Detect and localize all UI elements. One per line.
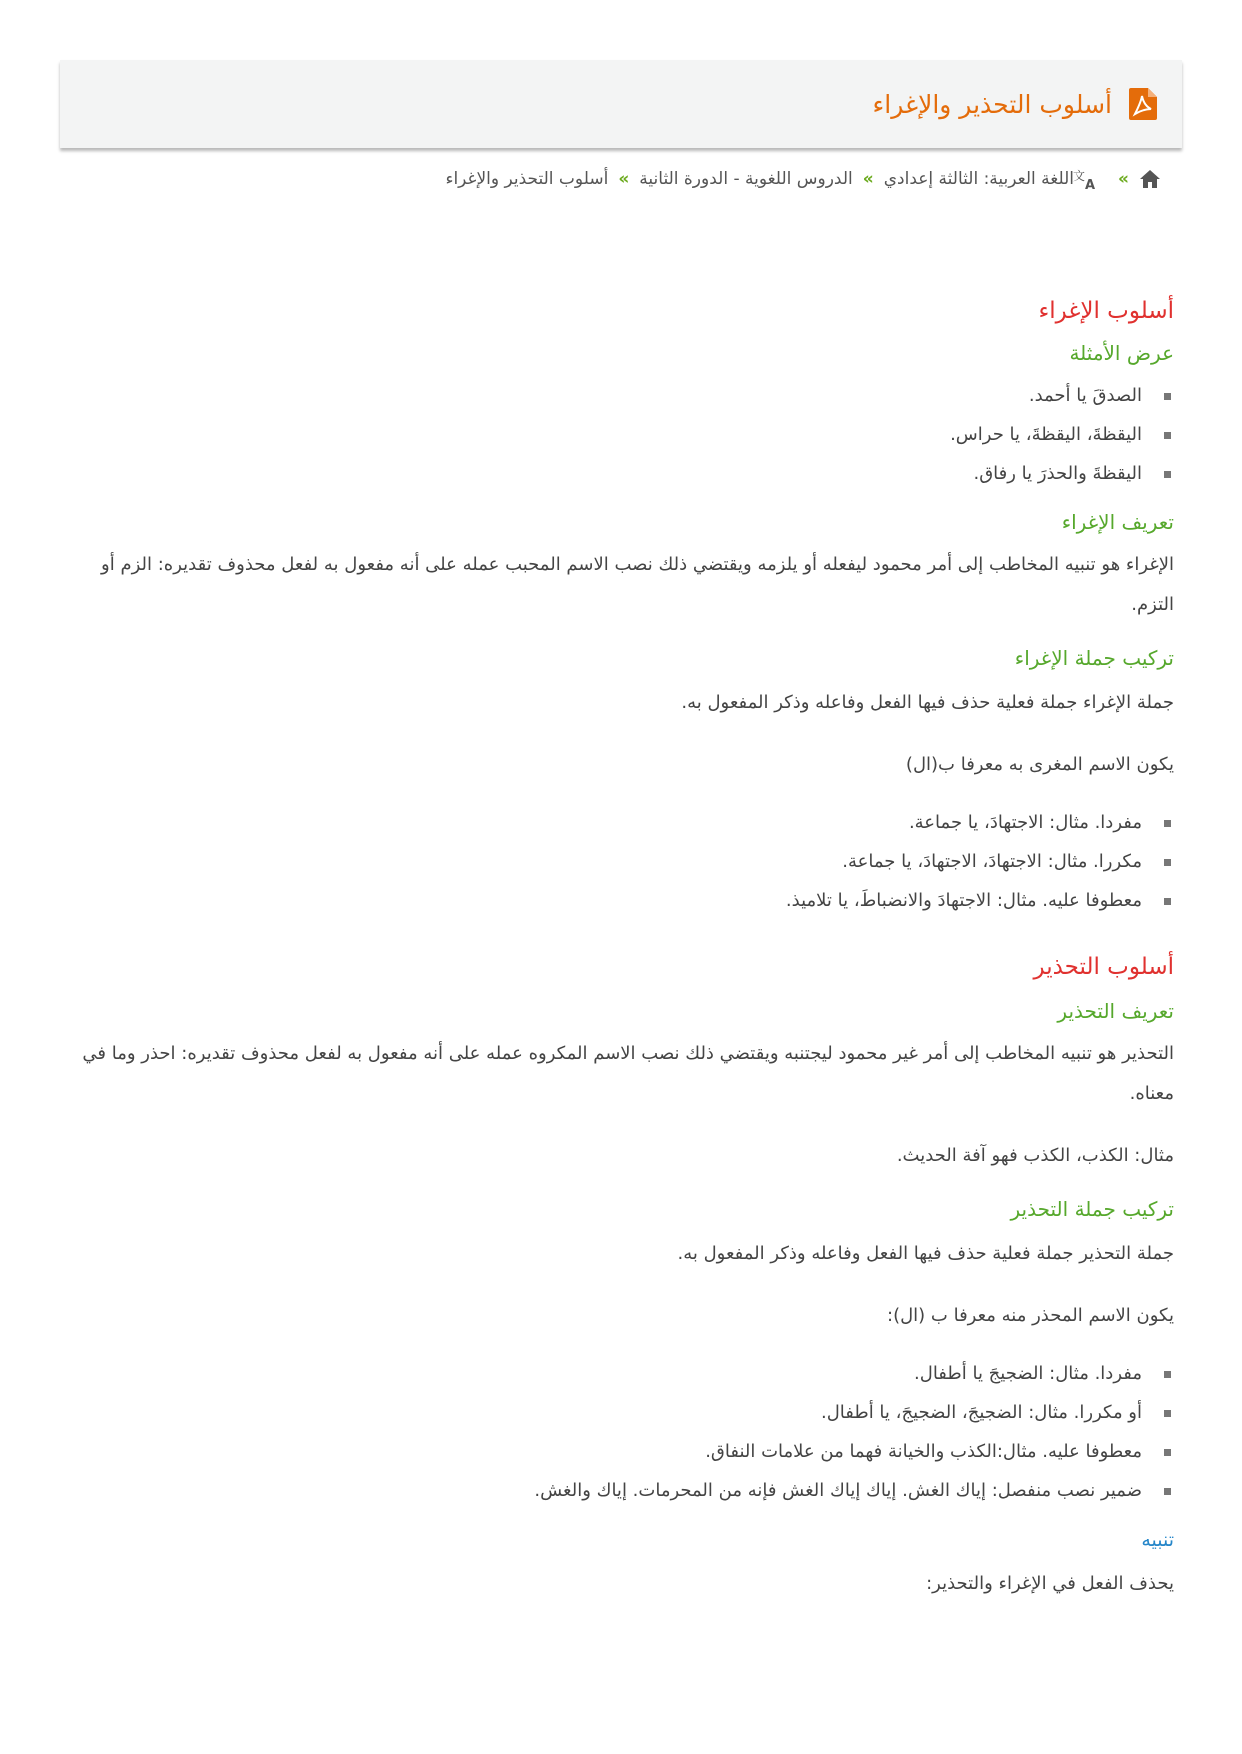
- svg-text:A: A: [1084, 178, 1096, 193]
- list-item: معطوفا عليه. مثال:الكذب والخيانة فهما من علامات النفاق.: [69, 1432, 1174, 1471]
- ighra-structure-text: جملة الإغراء جملة فعلية حذف فيها الفعل وفاعله وذكر المفعول به.: [681, 692, 1174, 713]
- ighra-definition-heading: تعريف الإغراء: [1061, 510, 1174, 534]
- tahdhir-noun-intro: يكون الاسم المحذر منه معرفا ب (ال):: [887, 1305, 1174, 1326]
- note-text: يحذف الفعل في الإغراء والتحذير:: [926, 1573, 1174, 1594]
- tahdhir-structure-heading: تركيب جملة التحذير: [1010, 1197, 1174, 1221]
- ighra-noun-intro: يكون الاسم المغرى به معرفا ب(ال): [905, 754, 1174, 775]
- ighra-structure-heading: تركيب جملة الإغراء: [1014, 646, 1174, 670]
- breadcrumb-link-language-lessons[interactable]: الدروس اللغوية - الدورة الثانية: [639, 169, 853, 189]
- breadcrumb-separator: »: [618, 169, 630, 189]
- list-item: ضمير نصب منفصل: إياك الغش. إياك إياك الغش فإنه من المحرمات. إياك والغش.: [69, 1471, 1174, 1510]
- note-heading: تنبيه: [1141, 1529, 1174, 1551]
- list-item: مفردا. مثال: الضجيجَ يا أطفال.: [69, 1354, 1174, 1393]
- list-item: أو مكررا. مثال: الضجيجَ، الضجيجَ، يا أطفال.: [69, 1393, 1174, 1432]
- tahdhir-definition-text: التحذير هو تنبيه المخاطب إلى أمر غير محمود ليجتنبه ويقتضي ذلك نصب الاسم المكروه عمله على أنه مفعول به لفعل محذوف تقديره: احذر وما في معناه.: [82, 1043, 1174, 1104]
- list-item: الصدقَ يا أحمد.: [69, 376, 1174, 415]
- ighra-heading: أسلوب الإغراء: [1038, 298, 1174, 324]
- tahdhir-structure-text: جملة التحذير جملة فعلية حذف فيها الفعل وفاعله وذكر المفعول به.: [677, 1243, 1174, 1264]
- breadcrumb-separator: »: [1118, 169, 1129, 189]
- ighra-examples-heading: عرض الأمثلة: [1069, 341, 1174, 365]
- list-item: مكررا. مثال: الاجتهادَ، الاجتهادَ، يا جماعة.: [69, 842, 1174, 881]
- translate-icon: [1073, 168, 1108, 193]
- home-icon[interactable]: [1139, 169, 1161, 189]
- list-item: اليقظةَ، اليقظةَ، يا حراس.: [69, 415, 1174, 454]
- list-item: معطوفا عليه. مثال: الاجتهادَ والانضباطَ، يا تلاميذ.: [69, 881, 1174, 920]
- breadcrumb-link-arabic-grade3[interactable]: اللغة العربية: الثالثة إعدادي: [883, 169, 1075, 189]
- tahdhir-example: مثال: الكذب، الكذب فهو آفة الحديث.: [896, 1145, 1174, 1166]
- list-item: مفردا. مثال: الاجتهادَ، يا جماعة.: [69, 803, 1174, 842]
- list-item: اليقظةَ والحذرَ يا رفاق.: [69, 454, 1174, 493]
- title-bar: [60, 60, 1182, 148]
- ighra-examples-list: [69, 376, 1174, 493]
- ighra-definition-text: الإغراء هو تنبيه المخاطب إلى أمر محمود ليفعله أو يلزمه ويقتضي ذلك نصب الاسم المحبب عمله على أنه مفعول به لفعل محذوف تقديره: الزم أو التزم.: [101, 554, 1174, 615]
- breadcrumb-current: أسلوب التحذير والإغراء: [445, 169, 609, 189]
- tahdhir-heading: أسلوب التحذير: [1033, 954, 1174, 980]
- page-title: أسلوب التحذير والإغراء: [872, 89, 1112, 119]
- breadcrumb-separator: »: [862, 169, 874, 189]
- article-content: [69, 292, 1174, 1604]
- pdf-icon[interactable]: [1128, 87, 1158, 121]
- svg-text:文: 文: [1073, 169, 1086, 183]
- ighra-noun-cases-list: [69, 803, 1174, 920]
- breadcrumb: [445, 168, 1161, 193]
- tahdhir-noun-cases-list: [69, 1354, 1174, 1510]
- tahdhir-definition-heading: تعريف التحذير: [1057, 999, 1174, 1023]
